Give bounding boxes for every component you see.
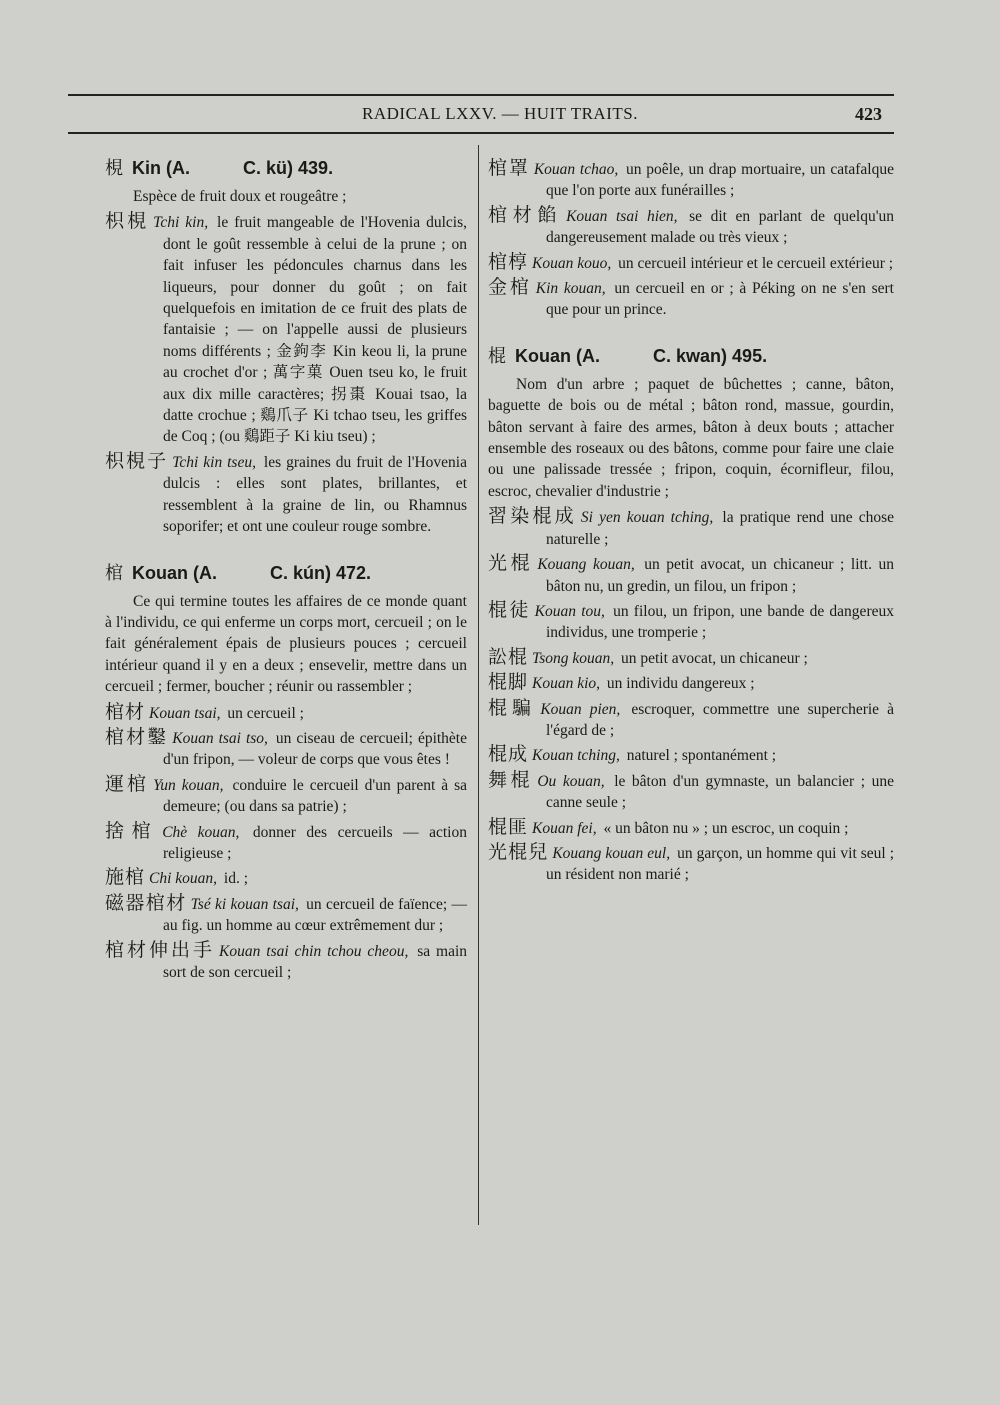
- sub-entry: [488, 817, 894, 839]
- entry-text: un filou, un fripon, une bande de dangereux individus, une tromperie ;: [546, 602, 894, 642]
- entry-romanization: Kouan tou,: [534, 602, 605, 620]
- entry-text: un cercueil en or ; à Péking on ne s'en sert que pour un prince.: [546, 280, 894, 319]
- entry-characters: 訟棍: [488, 645, 529, 668]
- entry-characters: 棺材餡: [488, 203, 563, 226]
- entry-romanization: Kouan kio,: [532, 675, 601, 693]
- sub-entry: [105, 867, 467, 889]
- sub-entry: [488, 205, 894, 249]
- entry-text: donner des cercueils — action religieuse ;: [163, 823, 467, 862]
- entry-romanization: Kouan tsai tso,: [172, 729, 268, 747]
- entry-text: le bâton d'un gymnaste, un balancier ; une canne seule ;: [546, 772, 894, 812]
- entry-romanization: Kouan tsai,: [149, 704, 221, 722]
- entry-romanization: Kouan tsai chin tchou cheou,: [219, 942, 409, 960]
- entry-text: un cercueil de faïence; — au fig. un homme au cœur extrêmement dur ;: [163, 895, 467, 935]
- header-bottom-rule: [68, 132, 894, 134]
- entry-characters: 棺材伸出手: [105, 938, 216, 961]
- right-column: [488, 155, 894, 908]
- sub-entry: [488, 506, 894, 550]
- entry-text: conduire le cercueil d'un parent à sa demeure; (ou dans sa patrie) ;: [163, 776, 468, 816]
- section-definition: Nom d'un arbre ; paquet de bûchettes ; canne, bâton, baguette de bois ou de métal ; bâton rond, massue, gourdin, bâton servant à faire des armes, bâton à deux bouts ; attacher ensemble des roseaux ou des bâtons, comme pour faire une claie ou une palissade tressée ; fripon, coquin, écornifleur, filou, escroc, chevalier d'industrie ;: [488, 375, 894, 500]
- heading-title: Kouan (A.: [132, 562, 218, 583]
- entry-characters: 舞棍: [488, 768, 534, 791]
- entry-text: un cercueil intérieur et le cercueil extérieur ;: [618, 254, 894, 272]
- entry-characters: 金棺: [488, 276, 532, 299]
- heading-cross-reference: C. kún) 472.: [270, 562, 372, 583]
- entry-section-kouan-continued: [488, 158, 894, 321]
- heading-character: 梘: [105, 158, 123, 179]
- entry-romanization: Kouan tsai hien,: [566, 207, 678, 225]
- entry-romanization: Chi kouan,: [149, 870, 218, 888]
- sub-entry: [488, 672, 894, 694]
- entry-section-kouan-coffin: [105, 560, 467, 984]
- entry-romanization: Kin kouan,: [535, 280, 606, 298]
- sub-entry: [105, 451, 467, 538]
- entry-characters: 運棺: [105, 772, 150, 795]
- entry-characters: 棺椁: [488, 250, 529, 273]
- entry-romanization: Kouan kouo,: [532, 254, 612, 272]
- section-definition: Ce qui termine toutes les affaires de ce monde quant à l'individu, ce qui enferme un corps mort, cercueil ; on le fait généralement épais de plusieurs pouces ; cercueil intérieur quand il y en a deux ; ensevelir, mettre dans un cercueil ; fermer, boucher ; réunir ou rassembler ;: [105, 592, 467, 696]
- sub-entry: [105, 893, 467, 937]
- entry-romanization: Chè kouan,: [162, 823, 240, 841]
- sub-entry: [488, 698, 894, 742]
- left-column: [105, 155, 467, 1005]
- entry-text: id. ;: [223, 870, 249, 888]
- entry-romanization: Si yen kouan tching,: [580, 509, 714, 527]
- entry-romanization: Kouan tchao,: [533, 161, 619, 178]
- entry-romanization: Kouan fei,: [532, 819, 597, 837]
- entry-characters: 棺材鑿: [105, 725, 169, 748]
- sub-entry: [105, 211, 467, 447]
- entry-characters: 棺罩: [488, 157, 530, 179]
- header-top-rule: [68, 94, 894, 96]
- entry-romanization: Yun kouan,: [153, 776, 224, 794]
- entry-romanization: Tchi kin tseu,: [172, 453, 256, 471]
- entry-characters: 棍匪: [488, 815, 529, 838]
- entry-text: le fruit mangeable de l'Hovenia dulcis, dont le goût ressemble à celui de la prune ; on fait infuser les pédoncules charnus dans les liqueurs, pour donner du goût ; on fait quelquefois en imitation de ce fruit des plats de fantaisie ; — on l'appelle aussi de plusieurs noms différents ; 金鉤李 Kin keou li, la prune au crochet d'or ; 萬字菓 Ouen tseu ko, le fruit aux dix mille caractères; 拐棗 Kouai tsao, la datte crochue ; 鷄爪子 Ki tchao tseu, les griffes de Coq ; (ou 鷄距子 Ki kiu tseu) ;: [163, 214, 467, 446]
- entry-characters: 枳梘子: [105, 449, 169, 472]
- entry-text: un petit avocat, un chicaneur ;: [621, 649, 808, 667]
- sub-entry: [488, 744, 894, 766]
- entry-text: un individu dangereux ;: [606, 675, 755, 693]
- entry-characters: 棺材: [105, 700, 146, 723]
- heading-title: Kouan (A.: [515, 345, 601, 366]
- sub-entry: [105, 774, 467, 818]
- entry-characters: 棍徒: [488, 598, 531, 621]
- entry-text: escroquer, commettre une supercherie à l'égard de ;: [546, 700, 894, 739]
- sub-entry: [488, 158, 894, 202]
- entry-text: la pratique rend une chose naturelle ;: [546, 509, 894, 548]
- entry-romanization: Tsé ki kouan tsai,: [190, 895, 299, 913]
- entry-text: les graines du fruit de l'Hovenia dulcis : elles sont plates, brillantes, et ressemblent à la graine de lin, ou Rhamnus soporifer; et ont une couleur rouge sombre.: [163, 453, 467, 536]
- entry-text: « un bâton nu » ; un escroc, un coquin ;: [603, 819, 849, 837]
- entry-romanization: Kouan pien,: [540, 700, 621, 718]
- page-number: 423: [855, 104, 882, 124]
- section-heading: [488, 343, 894, 370]
- sub-entry: [488, 252, 894, 274]
- sub-entry: [488, 277, 894, 321]
- entry-characters: 磁器棺材: [105, 891, 187, 914]
- sub-entry: [105, 702, 467, 724]
- entry-characters: 習染棍成: [488, 505, 577, 528]
- page-header-title: RADICAL LXXV. — HUIT TRAITS.: [362, 104, 638, 123]
- entry-romanization: Kouan tching,: [532, 747, 620, 765]
- entry-section-kin: [105, 155, 467, 538]
- sub-entry: [488, 647, 894, 669]
- entry-romanization: Tsong kouan,: [532, 649, 615, 667]
- entry-text: un ciseau de cercueil; épithète d'un fripon, — voleur de corps que vous êtes !: [163, 729, 467, 769]
- sub-entry: [488, 770, 894, 814]
- heading-character: 棍: [488, 345, 506, 367]
- entry-characters: 棍騙: [488, 696, 537, 719]
- column-divider: [478, 145, 479, 1225]
- sub-entry: [488, 600, 894, 644]
- entry-characters: 光棍: [488, 552, 534, 575]
- sub-entry: [488, 553, 894, 597]
- entry-text: naturel ; spontanément ;: [626, 747, 777, 765]
- section-definition: Espèce de fruit doux et rougeâtre ;: [133, 188, 347, 205]
- entry-text: un petit avocat, un chicaneur ; litt. un bâton nu, un gredin, un filou, un fripon ;: [546, 556, 895, 595]
- sub-entry: [488, 842, 894, 886]
- entry-text: un cercueil ;: [227, 704, 304, 722]
- sub-entry: [105, 727, 467, 771]
- entry-romanization: Tchi kin,: [153, 214, 209, 232]
- section-heading: [105, 560, 467, 587]
- entry-characters: 棍成: [488, 743, 529, 766]
- entry-romanization: Kouang kouan,: [537, 556, 635, 574]
- entry-characters: 光棍兒: [488, 840, 549, 863]
- sub-entry: [105, 940, 467, 984]
- heading-cross-reference: C. kwan) 495.: [653, 345, 768, 366]
- sub-entry: [105, 821, 467, 865]
- section-heading: [105, 155, 467, 182]
- entry-characters: 枳梘: [105, 210, 150, 233]
- entry-section-kouan-stick: [488, 343, 894, 886]
- entry-text: sa main sort de son cercueil ;: [163, 942, 468, 981]
- entry-characters: 棍脚: [488, 671, 529, 694]
- entry-characters: 捨棺: [105, 819, 159, 842]
- entry-romanization: Ou kouan,: [537, 772, 605, 790]
- entry-text: un garçon, un homme qui vit seul ; un résident non marié ;: [546, 844, 895, 884]
- entry-text: se dit en parlant de quelqu'un dangereusement malade ou très vieux ;: [546, 207, 895, 247]
- heading-character: 棺: [105, 562, 123, 584]
- entry-romanization: Kouang kouan eul,: [552, 844, 671, 862]
- entry-characters: 施棺: [105, 866, 146, 889]
- entry-text: un poêle, un drap mortuaire, un catafalque que l'on porte aux funérailles ;: [546, 161, 894, 200]
- heading-title: Kin (A.: [132, 158, 191, 178]
- heading-cross-reference: C. kü) 439.: [243, 158, 334, 178]
